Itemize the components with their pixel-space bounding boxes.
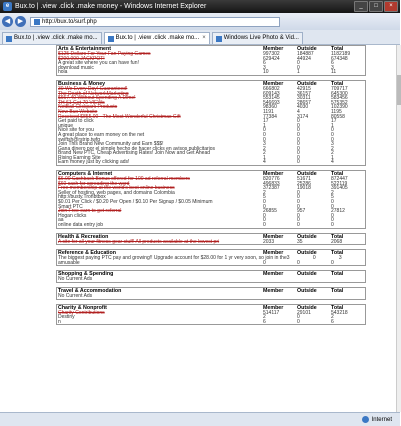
address-text: http://bux.to/surf.php bbox=[42, 18, 97, 25]
column-total-header: Total bbox=[331, 46, 344, 52]
ad-link[interactable]: The biggest paying PTC pay and growing!! Upgrade account for $28.00 for 1 yr very soon, so join in the bbox=[58, 255, 287, 262]
ad-link[interactable]: Get paid to click bbox=[58, 118, 94, 125]
total-count: 3 bbox=[338, 255, 342, 262]
member-count: 6 bbox=[263, 318, 266, 325]
total-count: 1 bbox=[331, 154, 334, 161]
member-count: 997302 bbox=[263, 51, 280, 57]
outside-count: 0 bbox=[297, 217, 300, 224]
total-count: 1 bbox=[331, 122, 334, 129]
column-outside-header: Outside bbox=[297, 287, 317, 294]
column-member-header: Member bbox=[263, 46, 284, 52]
outside-count: 30311 bbox=[297, 95, 311, 102]
column-member-header: Member bbox=[263, 271, 284, 278]
ad-link[interactable]: A great site where you can have fun! bbox=[58, 60, 139, 67]
column-outside-header: Outside bbox=[297, 171, 317, 178]
member-count: 1191 bbox=[263, 108, 274, 115]
scrollbar-thumb[interactable] bbox=[397, 75, 401, 105]
column-total-header: Total bbox=[331, 171, 344, 178]
outside-count: 1 bbox=[297, 69, 300, 76]
ads-listing bbox=[56, 45, 366, 329]
category-name: Shopping & Spending bbox=[58, 271, 114, 278]
column-outside-header: Outside bbox=[297, 304, 317, 311]
category-section bbox=[56, 270, 366, 283]
total-count bbox=[331, 294, 365, 299]
total-count: 3 bbox=[331, 64, 334, 71]
ad-link[interactable]: aa bbox=[58, 217, 64, 224]
outside-count: 0 bbox=[297, 259, 300, 266]
outside-count: 0 bbox=[297, 318, 300, 325]
total-count: 17 bbox=[331, 118, 337, 125]
member-count: 3 bbox=[263, 64, 266, 71]
outside-count: 0 bbox=[297, 203, 300, 210]
outside-count: 0 bbox=[297, 64, 300, 71]
total-count: 2 bbox=[331, 150, 334, 157]
member-count: 372387 bbox=[263, 185, 280, 192]
ad-link[interactable]: $667.40 Without Spending A Dime! bbox=[58, 95, 136, 102]
ad-link[interactable]: Earn money just by clicking ads! bbox=[58, 159, 130, 166]
member-count: 0 bbox=[263, 131, 266, 138]
member-count: 4 bbox=[263, 159, 266, 166]
ad-row bbox=[57, 240, 365, 245]
outside-count: 0 bbox=[297, 60, 300, 67]
outside-count: 36157 bbox=[297, 90, 311, 97]
column-total-header: Total bbox=[331, 271, 344, 278]
member-count: 0 bbox=[263, 199, 266, 206]
total-count: 645300 bbox=[331, 90, 348, 97]
ad-link[interactable]: Smart PTC bbox=[58, 203, 83, 210]
total-count: 583456 bbox=[331, 95, 348, 102]
member-count: 3 bbox=[286, 255, 290, 262]
ad-link[interactable]: online data entry job bbox=[58, 222, 104, 228]
category-name: Health & Recreation bbox=[58, 233, 109, 240]
ie-app-icon: e bbox=[3, 2, 12, 11]
total-count: 6 bbox=[331, 60, 334, 67]
category-section bbox=[56, 233, 366, 246]
category-section bbox=[56, 45, 366, 76]
outside-count: 0 bbox=[312, 255, 316, 262]
ad-link[interactable]: unique bbox=[58, 122, 74, 129]
total-count: 0 bbox=[331, 199, 334, 206]
ad-row bbox=[57, 261, 365, 266]
ad-link[interactable]: $0.01 Per Click / $0.20 Per Open / $0.10 Per Signup / $0.05 Minimum bbox=[58, 199, 213, 206]
total-count: 522119 bbox=[331, 180, 348, 187]
member-count: 10 bbox=[263, 69, 269, 76]
ad-link[interactable]: Brand New PTC, Cheap Advertising Rates! Join Now and Get Ahead bbox=[58, 150, 211, 157]
member-count bbox=[263, 277, 297, 282]
outside-count: 3174 bbox=[297, 113, 309, 120]
outside-count: 0 bbox=[297, 159, 300, 166]
member-count: 17 bbox=[263, 118, 269, 125]
total-count: 102390 bbox=[331, 104, 348, 111]
member-count: 514117 bbox=[263, 309, 280, 316]
outside-count: 0 bbox=[297, 222, 300, 228]
member-count: 2 bbox=[263, 189, 266, 196]
outside-count: 0 bbox=[297, 189, 300, 196]
tab-bux-2[interactable] bbox=[104, 32, 210, 44]
internet-zone-icon bbox=[362, 416, 369, 423]
total-count: 0 bbox=[331, 203, 334, 210]
category-section bbox=[56, 287, 366, 300]
column-outside-header: Outside bbox=[297, 271, 317, 278]
total-count: 5 bbox=[331, 194, 334, 201]
close-tab-icon[interactable]: × bbox=[202, 35, 206, 41]
close-button[interactable]: × bbox=[384, 1, 398, 12]
total-count: 6 bbox=[331, 318, 334, 325]
minimize-button[interactable]: _ bbox=[354, 1, 368, 12]
column-total-header: Total bbox=[331, 304, 344, 311]
ad-link[interactable]: http://busty.Tronbtbox bbox=[58, 194, 106, 201]
ad-link[interactable]: amusable bbox=[58, 259, 80, 266]
ad-link[interactable]: No Current Ads bbox=[58, 276, 93, 283]
total-count: 872447 bbox=[331, 176, 348, 183]
ad-link[interactable]: NetBall Clickpark Products bbox=[58, 104, 118, 111]
ad-link[interactable]: New Bux Website bbox=[58, 108, 98, 115]
status-bar bbox=[0, 412, 400, 426]
ad-link[interactable]: Seller of hosting, web pages, and domains Colombia bbox=[58, 189, 175, 196]
column-member-header: Member bbox=[263, 80, 284, 87]
total-count: 709717 bbox=[331, 85, 348, 92]
category-name: Reference & Education bbox=[58, 250, 116, 257]
column-member-header: Member bbox=[263, 171, 284, 178]
address-input[interactable] bbox=[30, 17, 280, 27]
ad-link[interactable]: Rising Earning Site bbox=[58, 154, 101, 161]
ad-link[interactable]: $60 cash for spreading the word bbox=[58, 180, 130, 187]
outside-count: 0 bbox=[297, 212, 300, 219]
ad-link[interactable]: Join This Brand New Community and Earn $$$! bbox=[58, 141, 164, 148]
category-section bbox=[56, 170, 366, 229]
outside-count: 4 bbox=[297, 108, 300, 115]
outside-count: 4030 bbox=[297, 104, 309, 111]
ad-link[interactable]: Destiny bbox=[58, 314, 75, 321]
column-total-header: Total bbox=[331, 287, 344, 294]
outside-count: 44924 bbox=[297, 55, 311, 62]
category-section bbox=[56, 304, 366, 326]
member-count: 609143 bbox=[263, 90, 280, 97]
ad-link[interactable]: Received $855.00 - The Most Wonderful Christmas Gift bbox=[58, 113, 181, 120]
member-count: 0 bbox=[263, 212, 266, 219]
total-count: 0 bbox=[331, 136, 334, 143]
ad-link[interactable]: swiftsh@rstrip.twfg bbox=[58, 136, 101, 143]
category-name: Computers & Internet bbox=[58, 171, 113, 178]
total-count: 575352 bbox=[331, 99, 348, 106]
ad-link[interactable]: Join Free earn to get referral bbox=[58, 208, 122, 215]
ad-link[interactable]: n bbox=[58, 318, 61, 325]
outside-count: 19018 bbox=[297, 185, 311, 192]
ad-link[interactable]: download music bbox=[58, 64, 94, 71]
outside-count: 0 bbox=[297, 199, 300, 206]
outside-count: 51671 bbox=[297, 176, 311, 183]
total-count: 674348 bbox=[331, 55, 348, 62]
total-count: 0 bbox=[331, 259, 334, 266]
ad-row bbox=[57, 223, 365, 228]
ad-link[interactable]: $125 Dollars For Your Fan Paying Games bbox=[58, 51, 151, 57]
category-name: Charity & Nonprofit bbox=[58, 304, 107, 311]
outside-count: 0 bbox=[297, 154, 300, 161]
total-count: 1195 bbox=[331, 108, 342, 115]
total-count: 2 bbox=[331, 145, 334, 152]
total-count: 80558 bbox=[331, 113, 345, 120]
tab-photo[interactable] bbox=[212, 32, 303, 44]
tab-favicon-icon bbox=[216, 36, 222, 42]
member-count: 1 bbox=[263, 122, 266, 129]
window-titlebar bbox=[0, 0, 400, 13]
member-count: 77384 bbox=[263, 113, 277, 120]
column-member-header: Member bbox=[263, 250, 284, 257]
total-count: 2068 bbox=[331, 238, 343, 245]
ad-row bbox=[57, 277, 365, 282]
back-button[interactable]: ◀ bbox=[2, 16, 13, 27]
outside-count: 25286 bbox=[297, 180, 311, 187]
column-outside-header: Outside bbox=[297, 250, 317, 257]
tab-label: Bux.to | .view .click .make mo... bbox=[14, 35, 98, 41]
member-count: 0 bbox=[263, 217, 266, 224]
ad-row bbox=[57, 320, 365, 325]
outside-count: 0 bbox=[297, 150, 300, 157]
ad-link[interactable]: A site for all your fitness gear stuff! All products available at the lowest pri bbox=[58, 238, 220, 245]
member-count bbox=[263, 294, 297, 299]
outside-count: 42915 bbox=[297, 85, 311, 92]
tab-label: Windows Live Photo & Vid... bbox=[223, 35, 299, 41]
window-controls bbox=[353, 1, 398, 12]
column-total-header: Total bbox=[331, 80, 344, 87]
tab-favicon-icon bbox=[6, 36, 12, 42]
ad-link[interactable]: hola bbox=[58, 69, 68, 76]
total-count: 543218 bbox=[331, 309, 348, 316]
vertical-scrollbar[interactable] bbox=[396, 45, 401, 412]
total-count: 2 bbox=[331, 189, 334, 196]
column-member-header: Member bbox=[263, 304, 284, 311]
ad-link[interactable]: No Current Ads bbox=[58, 292, 93, 299]
ad-link[interactable]: Free membership at the world's best online business bbox=[58, 185, 175, 192]
member-count: 546693 bbox=[263, 99, 280, 106]
outside-count bbox=[297, 277, 331, 282]
column-member-header: Member bbox=[263, 287, 284, 294]
outside-count: 0 bbox=[297, 122, 300, 129]
total-count: 0 bbox=[331, 222, 334, 228]
forward-button[interactable]: ▶ bbox=[15, 16, 26, 27]
category-section bbox=[56, 80, 366, 166]
total-count: 0 bbox=[331, 127, 334, 134]
ad-link[interactable]: Gana dinero por el simple hecho de hacer clicks en avisos publicitarios bbox=[58, 145, 216, 152]
column-outside-header: Outside bbox=[297, 80, 317, 87]
total-count: 3 bbox=[331, 141, 334, 148]
member-count: 0 bbox=[263, 136, 266, 143]
ad-link[interactable]: Charity Contributions bbox=[58, 309, 105, 316]
member-count: 553145 bbox=[263, 95, 280, 102]
category-name: Travel & Accommodation bbox=[58, 287, 122, 294]
outside-count: 0 bbox=[297, 141, 300, 148]
member-count: 2 bbox=[263, 150, 266, 157]
total-count: 11 bbox=[331, 69, 337, 76]
member-count: 820776 bbox=[263, 176, 280, 183]
member-count: 0 bbox=[263, 203, 266, 210]
column-outside-header: Outside bbox=[297, 46, 317, 52]
total-count: 0 bbox=[331, 212, 334, 219]
column-total-header: Total bbox=[331, 233, 344, 240]
window-title: Bux.to | .view .click .make money - Windows Internet Explorer bbox=[15, 3, 207, 10]
ad-link[interactable]: $200,000 JACKPOT! bbox=[58, 55, 105, 62]
member-count: 5 bbox=[263, 194, 266, 201]
outside-count: 0 bbox=[297, 136, 300, 143]
ad-link[interactable]: Hogan clicks bbox=[58, 212, 87, 219]
maximize-button[interactable]: □ bbox=[369, 1, 383, 12]
outside-count: 29101 bbox=[297, 309, 311, 316]
zone-label: Internet bbox=[371, 416, 392, 423]
total-count: 391405 bbox=[331, 185, 348, 192]
member-count: 0 bbox=[263, 259, 266, 266]
total-count: 0 bbox=[331, 131, 334, 138]
total-count: 27812 bbox=[331, 208, 345, 215]
ad-link[interactable]: $6.00 Cashback Bonus offered for 100 ad referral members bbox=[58, 176, 190, 183]
member-count: 2 bbox=[263, 314, 266, 321]
outside-count: 0 bbox=[297, 145, 300, 152]
ad-link[interactable]: The Death of NetworkMarketing bbox=[58, 90, 129, 97]
outside-count: 957 bbox=[297, 208, 306, 215]
ad-link[interactable]: TH 61 Get 79 VIEWs bbox=[58, 99, 105, 106]
tab-bux-1[interactable] bbox=[2, 32, 102, 44]
member-count: 0 bbox=[263, 127, 266, 134]
member-count: 629424 bbox=[263, 55, 280, 62]
member-count: 1 bbox=[263, 154, 266, 161]
member-count: 666802 bbox=[263, 85, 280, 92]
ad-row bbox=[57, 160, 365, 165]
category-name: Business & Money bbox=[58, 80, 106, 87]
outside-count: 0 bbox=[297, 118, 300, 125]
outside-count: 28657 bbox=[297, 99, 311, 106]
total-count: 2 bbox=[331, 314, 334, 321]
member-count: 98360 bbox=[263, 104, 277, 111]
member-count: 2 bbox=[263, 145, 266, 152]
member-count: 496833 bbox=[263, 180, 280, 187]
member-count: 6 bbox=[263, 60, 266, 67]
category-section bbox=[56, 249, 366, 266]
member-count: 26855 bbox=[263, 208, 277, 215]
member-count: 0 bbox=[263, 222, 266, 228]
address-bar-area bbox=[0, 13, 400, 30]
outside-count: 0 bbox=[297, 194, 300, 201]
outside-count: 0 bbox=[297, 131, 300, 138]
member-count: 2033 bbox=[263, 238, 275, 245]
outside-count: 0 bbox=[297, 127, 300, 134]
ad-link[interactable]: 30 We Every Day! Guaranteed! bbox=[58, 85, 128, 92]
outside-count: 35 bbox=[297, 238, 303, 245]
outside-count bbox=[297, 294, 331, 299]
column-member-header: Member bbox=[263, 233, 284, 240]
site-favicon-icon bbox=[34, 19, 40, 25]
outside-count: 0 bbox=[297, 314, 300, 321]
tab-bar bbox=[0, 30, 400, 45]
total-count: 1182189 bbox=[331, 51, 351, 57]
total-count bbox=[331, 277, 365, 282]
total-count: 4 bbox=[331, 159, 334, 166]
category-name: Arts & Entertainment bbox=[58, 46, 111, 52]
tab-label: Bux.to | .view .click .make mo... bbox=[115, 35, 200, 41]
ad-row bbox=[57, 70, 365, 75]
ad-link[interactable]: Nice site for you bbox=[58, 127, 94, 134]
member-count: 3 bbox=[263, 141, 266, 148]
page-content bbox=[0, 45, 396, 412]
tab-favicon-icon bbox=[108, 36, 114, 42]
column-total-header: Total bbox=[331, 250, 344, 257]
ad-link[interactable]: A great place to earn money on the net bbox=[58, 131, 145, 138]
total-count: 0 bbox=[331, 217, 334, 224]
ad-row bbox=[57, 294, 365, 299]
column-outside-header: Outside bbox=[297, 233, 317, 240]
outside-count: 184887 bbox=[297, 51, 314, 57]
